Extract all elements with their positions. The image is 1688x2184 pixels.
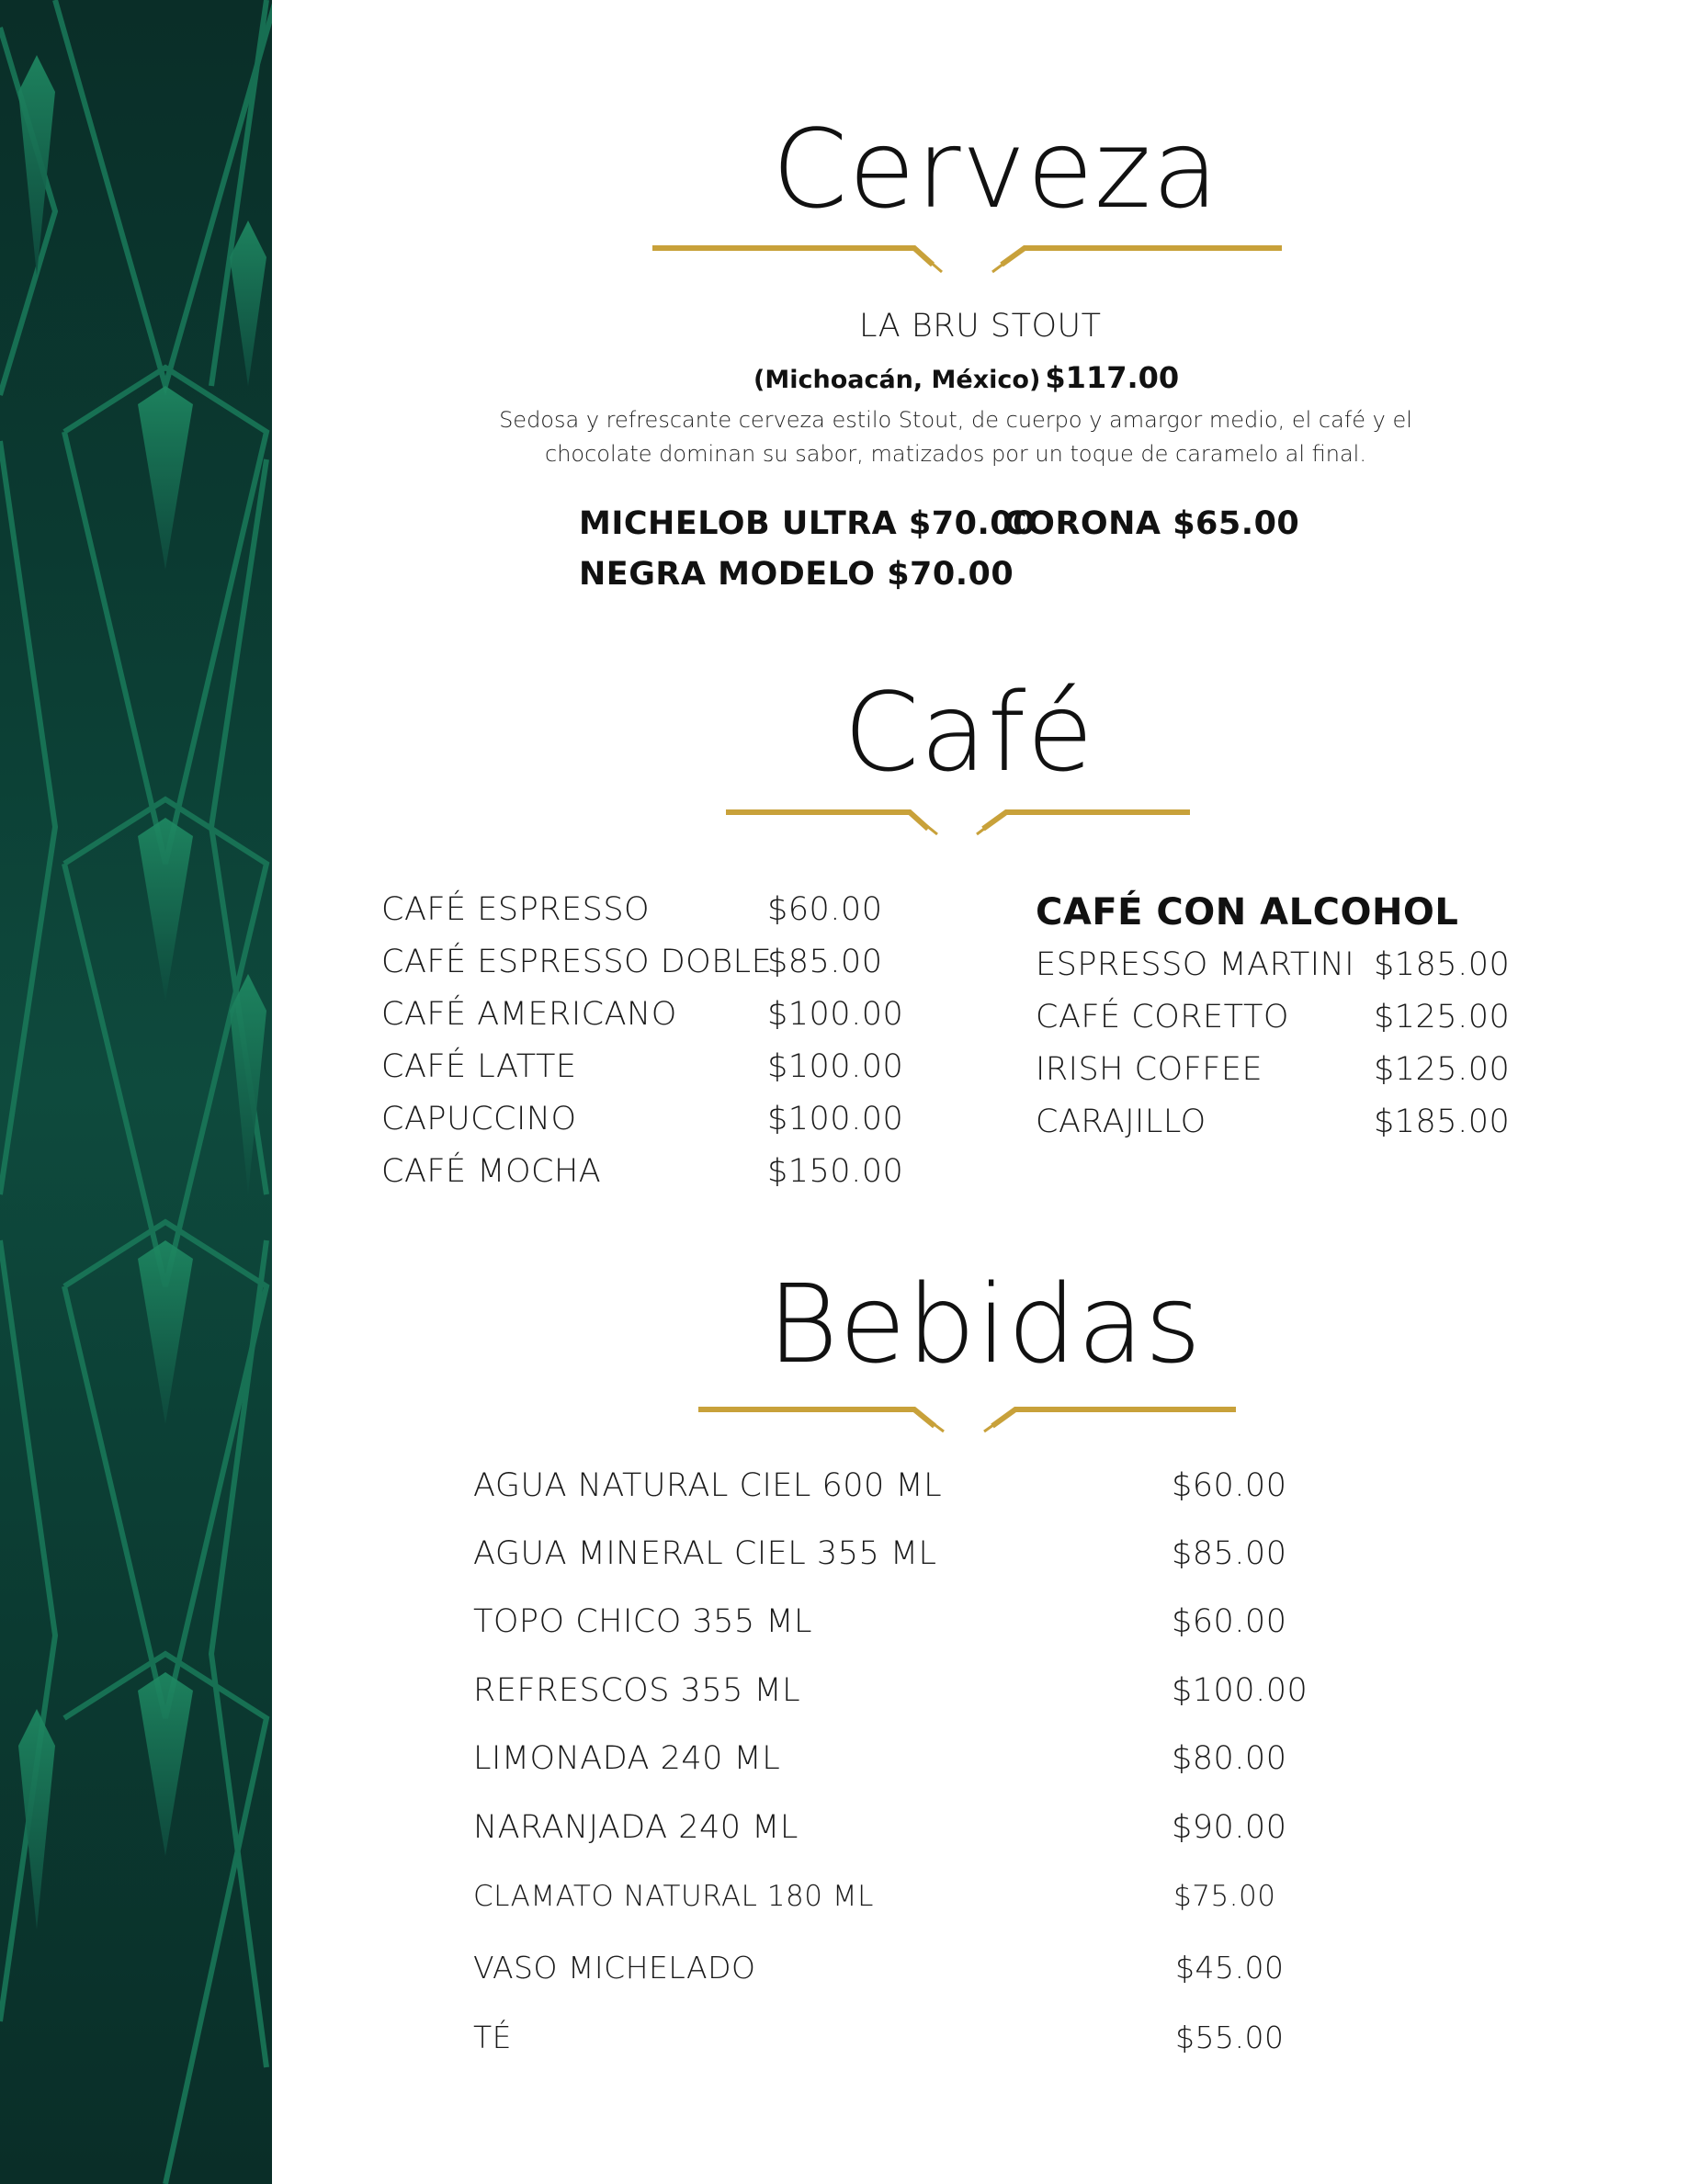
bebida-item-name: CLAMATO NATURAL 180 ML bbox=[473, 1880, 874, 1913]
beer-item: NEGRA MODELO $70.00 bbox=[579, 556, 1014, 593]
bebida-item-price: $55.00 bbox=[1175, 2020, 1285, 2055]
featured-beer-name: LA BRU STOUT bbox=[859, 308, 1102, 345]
decorative-sidebar bbox=[0, 0, 272, 2184]
cafe-item-name: CAFÉ LATTE bbox=[381, 1048, 577, 1085]
bebida-item-name: AGUA NATURAL CIEL 600 ML bbox=[473, 1467, 943, 1504]
art-deco-pattern bbox=[0, 0, 272, 2184]
bebida-item-price: $45.00 bbox=[1175, 1950, 1285, 1986]
bebida-item-price: $60.00 bbox=[1172, 1467, 1287, 1504]
section-title-cafe: Café bbox=[844, 669, 1094, 796]
cafe-alcohol-item-name: CARAJILLO bbox=[1036, 1103, 1207, 1140]
cafe-item-price: $100.00 bbox=[767, 1101, 904, 1137]
section-title-cerveza: Cerveza bbox=[772, 106, 1220, 232]
bebida-item-price: $90.00 bbox=[1172, 1809, 1287, 1846]
cafe-item-name: CAFÉ MOCHA bbox=[381, 1153, 602, 1190]
featured-beer-description-2: chocolate dominan su sabor, matizados por un toque de caramelo al final. bbox=[545, 441, 1366, 467]
cafe-item-name: CAFÉ AMERICANO bbox=[381, 996, 677, 1033]
cafe-alcohol-item-name: ESPRESSO MARTINI bbox=[1036, 946, 1355, 983]
cafe-alcohol-item-name: IRISH COFFEE bbox=[1036, 1051, 1263, 1088]
cafe-item-price: $60.00 bbox=[767, 891, 883, 928]
cafe-alcohol-heading: CAFÉ CON ALCOHOL bbox=[1036, 891, 1459, 934]
beer-item: CORONA $65.00 bbox=[1003, 505, 1300, 542]
featured-beer-origin: (Michoacán, México) bbox=[753, 366, 1041, 394]
beer-item: MICHELOB ULTRA $70.00 bbox=[579, 505, 1036, 542]
bebida-item-price: $100.00 bbox=[1172, 1672, 1308, 1709]
bebida-item-price: $75.00 bbox=[1173, 1880, 1276, 1913]
bebida-item-name: LIMONADA 240 ML bbox=[473, 1740, 781, 1777]
cafe-alcohol-item-price: $125.00 bbox=[1374, 1051, 1511, 1088]
bebida-item-name: NARANJADA 240 ML bbox=[473, 1809, 799, 1846]
bebida-item-price: $80.00 bbox=[1172, 1740, 1287, 1777]
bebida-item-name: TÉ bbox=[473, 2020, 513, 2055]
bebida-item-name: REFRESCOS 355 ML bbox=[473, 1672, 801, 1709]
section-title-bebidas: Bebidas bbox=[767, 1261, 1203, 1387]
cafe-alcohol-item-name: CAFÉ CORETTO bbox=[1036, 999, 1289, 1035]
gold-divider-cerveza bbox=[648, 237, 1291, 274]
cafe-item-price: $100.00 bbox=[767, 996, 904, 1033]
gold-divider-bebidas bbox=[694, 1398, 1245, 1435]
bebida-item-price: $85.00 bbox=[1172, 1535, 1287, 1572]
cafe-item-name: CAFÉ ESPRESSO DOBLE bbox=[381, 944, 773, 980]
cafe-item-price: $150.00 bbox=[767, 1153, 904, 1190]
cafe-item-name: CAFÉ ESPRESSO bbox=[381, 891, 651, 928]
cafe-alcohol-item-price: $185.00 bbox=[1374, 1103, 1511, 1140]
featured-beer-price: $117.00 bbox=[1045, 360, 1180, 395]
cafe-item-price: $85.00 bbox=[767, 944, 883, 980]
bebida-item-name: TOPO CHICO 355 ML bbox=[473, 1603, 813, 1640]
bebida-item-name: AGUA MINERAL CIEL 355 ML bbox=[473, 1535, 937, 1572]
bebida-item-name: VASO MICHELADO bbox=[473, 1950, 756, 1986]
cafe-alcohol-item-price: $185.00 bbox=[1374, 946, 1511, 983]
bebida-item-price: $60.00 bbox=[1172, 1603, 1287, 1640]
cafe-alcohol-item-price: $125.00 bbox=[1374, 999, 1511, 1035]
cafe-item-name: CAPUCCINO bbox=[381, 1101, 577, 1137]
gold-divider-cafe bbox=[721, 801, 1199, 838]
featured-beer-origin-line bbox=[753, 360, 1179, 395]
featured-beer-description-1: Sedosa y refrescante cerveza estilo Stout, de cuerpo y amargor medio, el café y el bbox=[499, 407, 1412, 433]
cafe-item-price: $100.00 bbox=[767, 1048, 904, 1085]
